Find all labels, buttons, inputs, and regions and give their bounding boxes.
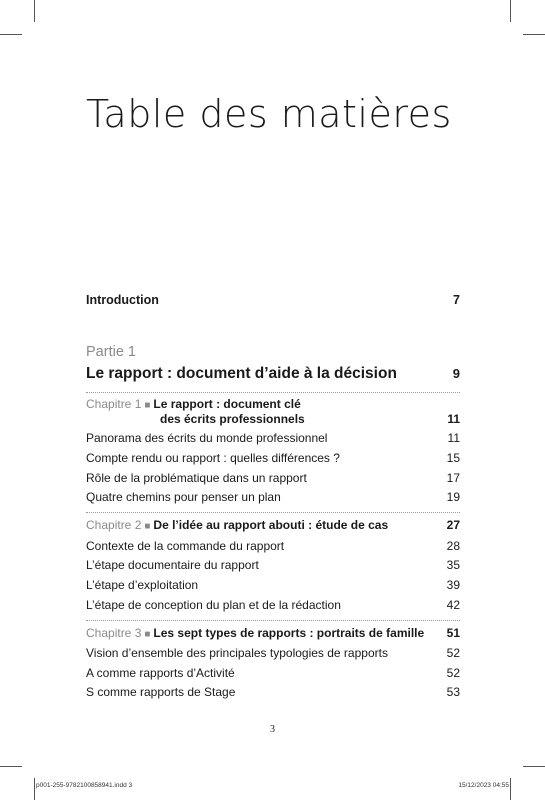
toc-entry-text: Compte rendu ou rapport : quelles différences ? [86, 451, 340, 465]
chapter-page: 51 [446, 626, 460, 640]
toc-entry-text: Contexte de la commande du rapport [86, 539, 285, 553]
page-title: Table des matières [86, 92, 452, 136]
toc-entry-page: 39 [446, 578, 460, 592]
toc-entry-page: 28 [446, 539, 460, 553]
chapter-title: Le rapport : document clé [153, 397, 301, 411]
chapter-divider [86, 392, 460, 394]
toc-entry-text: Rôle de la problématique dans un rapport [86, 471, 307, 485]
toc-entry-page: 35 [446, 558, 460, 572]
part-label: Partie 1 [86, 344, 136, 360]
toc-entry-page: 17 [446, 471, 460, 485]
toc-entry-page: 52 [446, 646, 460, 660]
crop-mark [34, 778, 35, 800]
toc-entry-page: 11 [447, 431, 460, 445]
toc-introduction-page: 7 [453, 293, 460, 307]
toc-entry[interactable] [86, 645, 460, 661]
chapter-label: Chapitre 3 [86, 626, 142, 640]
toc-entry-page: 53 [446, 685, 460, 699]
toc-introduction-label: Introduction [86, 293, 159, 307]
crop-mark [510, 0, 511, 22]
chapter-title: des écrits professionnels [160, 412, 305, 426]
slug-file-name: p001-255-9782100858941.indd 3 [36, 782, 133, 789]
toc-entry-page: 42 [446, 598, 460, 612]
square-bullet-icon: ■ [144, 521, 151, 532]
chapter-heading[interactable] [86, 517, 460, 535]
crop-mark [0, 34, 22, 35]
toc-entry[interactable] [86, 538, 460, 554]
chapter-page: 11 [447, 412, 460, 426]
toc-entry-text: A comme rapports d’Activité [86, 666, 235, 680]
toc-entry-text: Panorama des écrits du monde professionnel [86, 431, 328, 445]
part-title[interactable] [86, 365, 460, 383]
crop-mark [34, 0, 35, 22]
toc-entry[interactable] [86, 489, 460, 505]
toc-entry-page: 15 [446, 451, 460, 465]
toc-entry[interactable] [86, 577, 460, 593]
toc-entry[interactable] [86, 470, 460, 486]
crop-mark [523, 766, 545, 767]
square-bullet-icon: ■ [144, 629, 151, 640]
crop-mark [510, 778, 511, 800]
toc-entry-text: L’étape documentaire du rapport [86, 558, 259, 572]
toc-entry[interactable] [86, 684, 460, 700]
toc-entry[interactable] [86, 665, 460, 681]
chapter-label: Chapitre 2 [86, 518, 142, 532]
toc-entry[interactable] [86, 597, 460, 613]
part-title-text: Le rapport : document d’aide à la décision [86, 365, 397, 382]
chapter-title: De l’idée au rapport abouti : étude de cas [153, 518, 389, 532]
toc-entry-text: L’étape de conception du plan et de la rédaction [86, 598, 341, 612]
toc-entry-text: Quatre chemins pour penser un plan [86, 490, 281, 504]
chapter-heading[interactable] [86, 625, 460, 643]
toc-entry[interactable] [86, 557, 460, 573]
toc-entry[interactable] [86, 450, 460, 466]
chapter-label: Chapitre 1 [86, 397, 142, 411]
toc-entry-text: S comme rapports de Stage [86, 685, 236, 699]
toc-entry-text: Vision d’ensemble des principales typologies de rapports [86, 646, 388, 660]
toc-entry-page: 19 [446, 490, 460, 504]
part-title-page: 9 [452, 366, 460, 381]
square-bullet-icon: ■ [144, 400, 151, 411]
chapter-title: Les sept types de rapports : portraits de famille [153, 626, 425, 640]
chapter-divider [86, 512, 460, 514]
toc-entry-text: L’étape d’exploitation [86, 578, 199, 592]
crop-mark [523, 34, 545, 35]
crop-mark [0, 766, 22, 767]
chapter-page: 27 [446, 518, 460, 532]
toc-entry-page: 52 [446, 666, 460, 680]
page-number: 3 [270, 724, 275, 735]
toc-entry[interactable] [86, 430, 460, 446]
slug-timestamp: 15/12/2023 04:55 [458, 782, 509, 789]
chapter-divider [86, 620, 460, 622]
toc-introduction[interactable] [86, 292, 460, 308]
